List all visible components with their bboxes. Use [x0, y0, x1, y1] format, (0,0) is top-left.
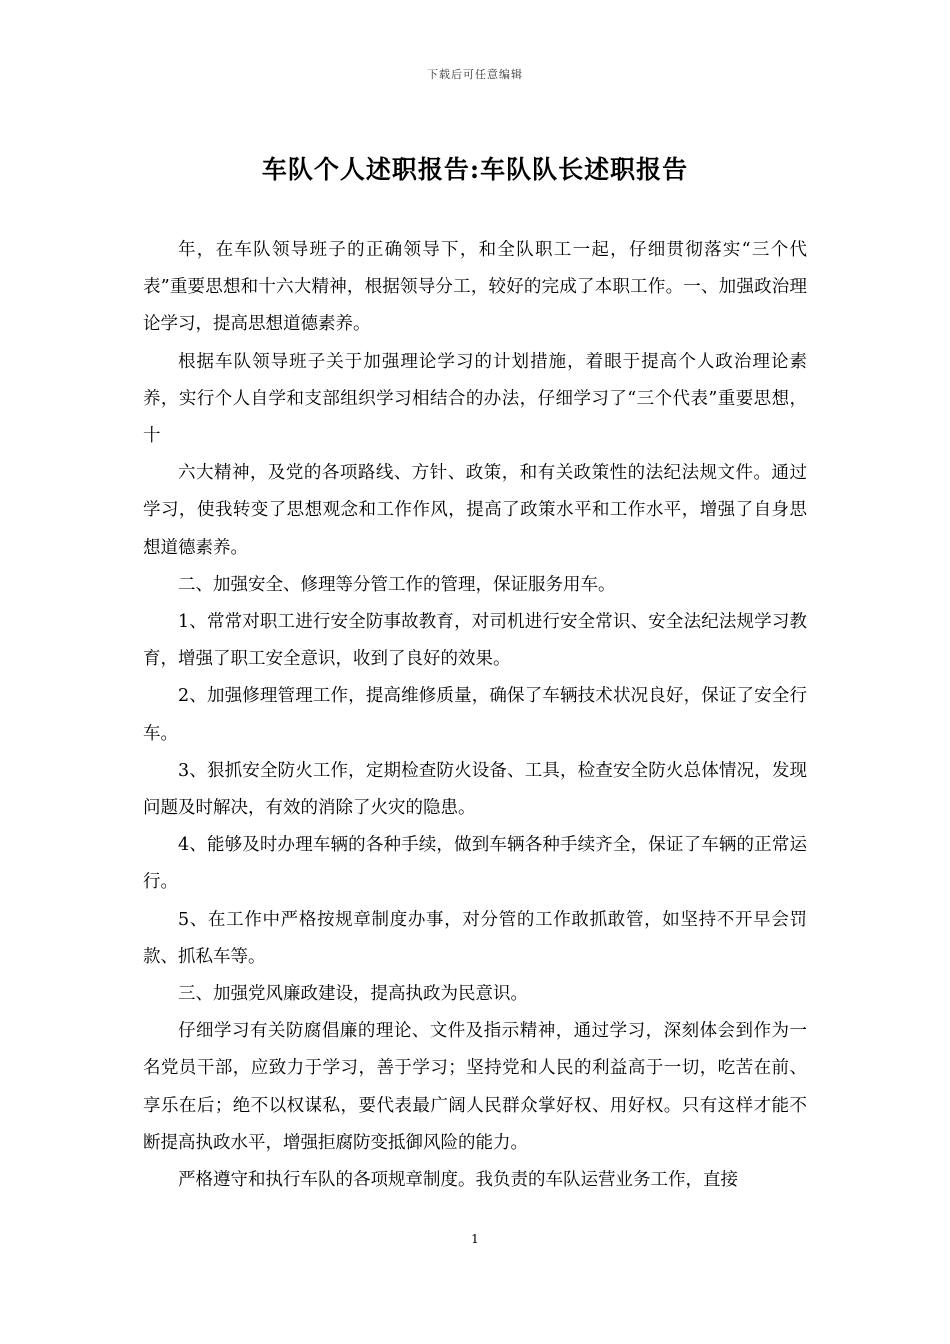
header-note: 下载后可任意编辑: [427, 68, 523, 81]
paragraph: 仔细学习有关防腐倡廉的理论、文件及指示精神，通过学习，深刻体会到作为一名党员干部，应致力于学习，善于学习；坚持党和人民的利益高于一切，吃苦在前、享乐在后；绝不以权谋私，要代表最广阔人民群众掌好权、用好权。只有这样才能不断提高执政水平，增强拒腐防变抵御风险的能力。: [143, 1021, 807, 1153]
paragraph: 三、加强党风廉政建设，提高执政为民意识。: [178, 984, 528, 1005]
paragraph: 六大精神，及党的各项路线、方针、政策，和有关政策性的法纪法规文件。通过学习，使我转变了思想观念和工作作风，提高了政策水平和工作水平，增强了自身思想道德素养。: [143, 463, 807, 558]
paragraph: 根据车队领导班子关于加强理论学习的计划措施，着眼于提高个人政治理论素养，实行个人自学和支部组织学习相结合的办法，仔细学习了“三个代表”重要思想，十: [143, 351, 807, 447]
page-number: 1: [471, 1232, 479, 1246]
paragraph: 4、能够及时办理车辆的各种手续，做到车辆各种手续齐全，保证了车辆的正常运行。: [143, 835, 807, 893]
paragraph: 2、加强修理管理工作，提高维修质量，确保了车辆技术状况良好，保证了安全行车。: [143, 686, 807, 744]
paragraph: 3、狠抓安全防火工作，定期检查防火设备、工具，检查安全防火总体情况，发现问题及时解决，有效的消除了火灾的隐患。: [143, 760, 807, 819]
paragraph: 严格遵守和执行车队的各项规章制度。我负责的车队运营业务工作，直接: [178, 1170, 738, 1191]
paragraph: 二、加强安全、修理等分管工作的管理，保证服务用车。: [178, 574, 616, 595]
document-body: [143, 232, 807, 1199]
paragraph: 5、在工作中严格按规章制度办事，对分管的工作敢抓敢管，如坚持不开早会罚款、抓私车等。: [143, 909, 807, 967]
paragraph: 1、常常对职工进行安全防事故教育，对司机进行安全常识、安全法纪法规学习教育，增强了职工安全意识，收到了良好的效果。: [143, 612, 807, 670]
paragraph: 年，在车队领导班子的正确领导下，和全队职工一起，仔细贯彻落实“三个代表”重要思想和十六大精神，根据领导分工，较好的完成了本职工作。一、加强政治理论学习，提高思想道德素养。: [143, 240, 807, 335]
document-title: 车队个人述职报告:车队队长述职报告: [261, 155, 689, 184]
